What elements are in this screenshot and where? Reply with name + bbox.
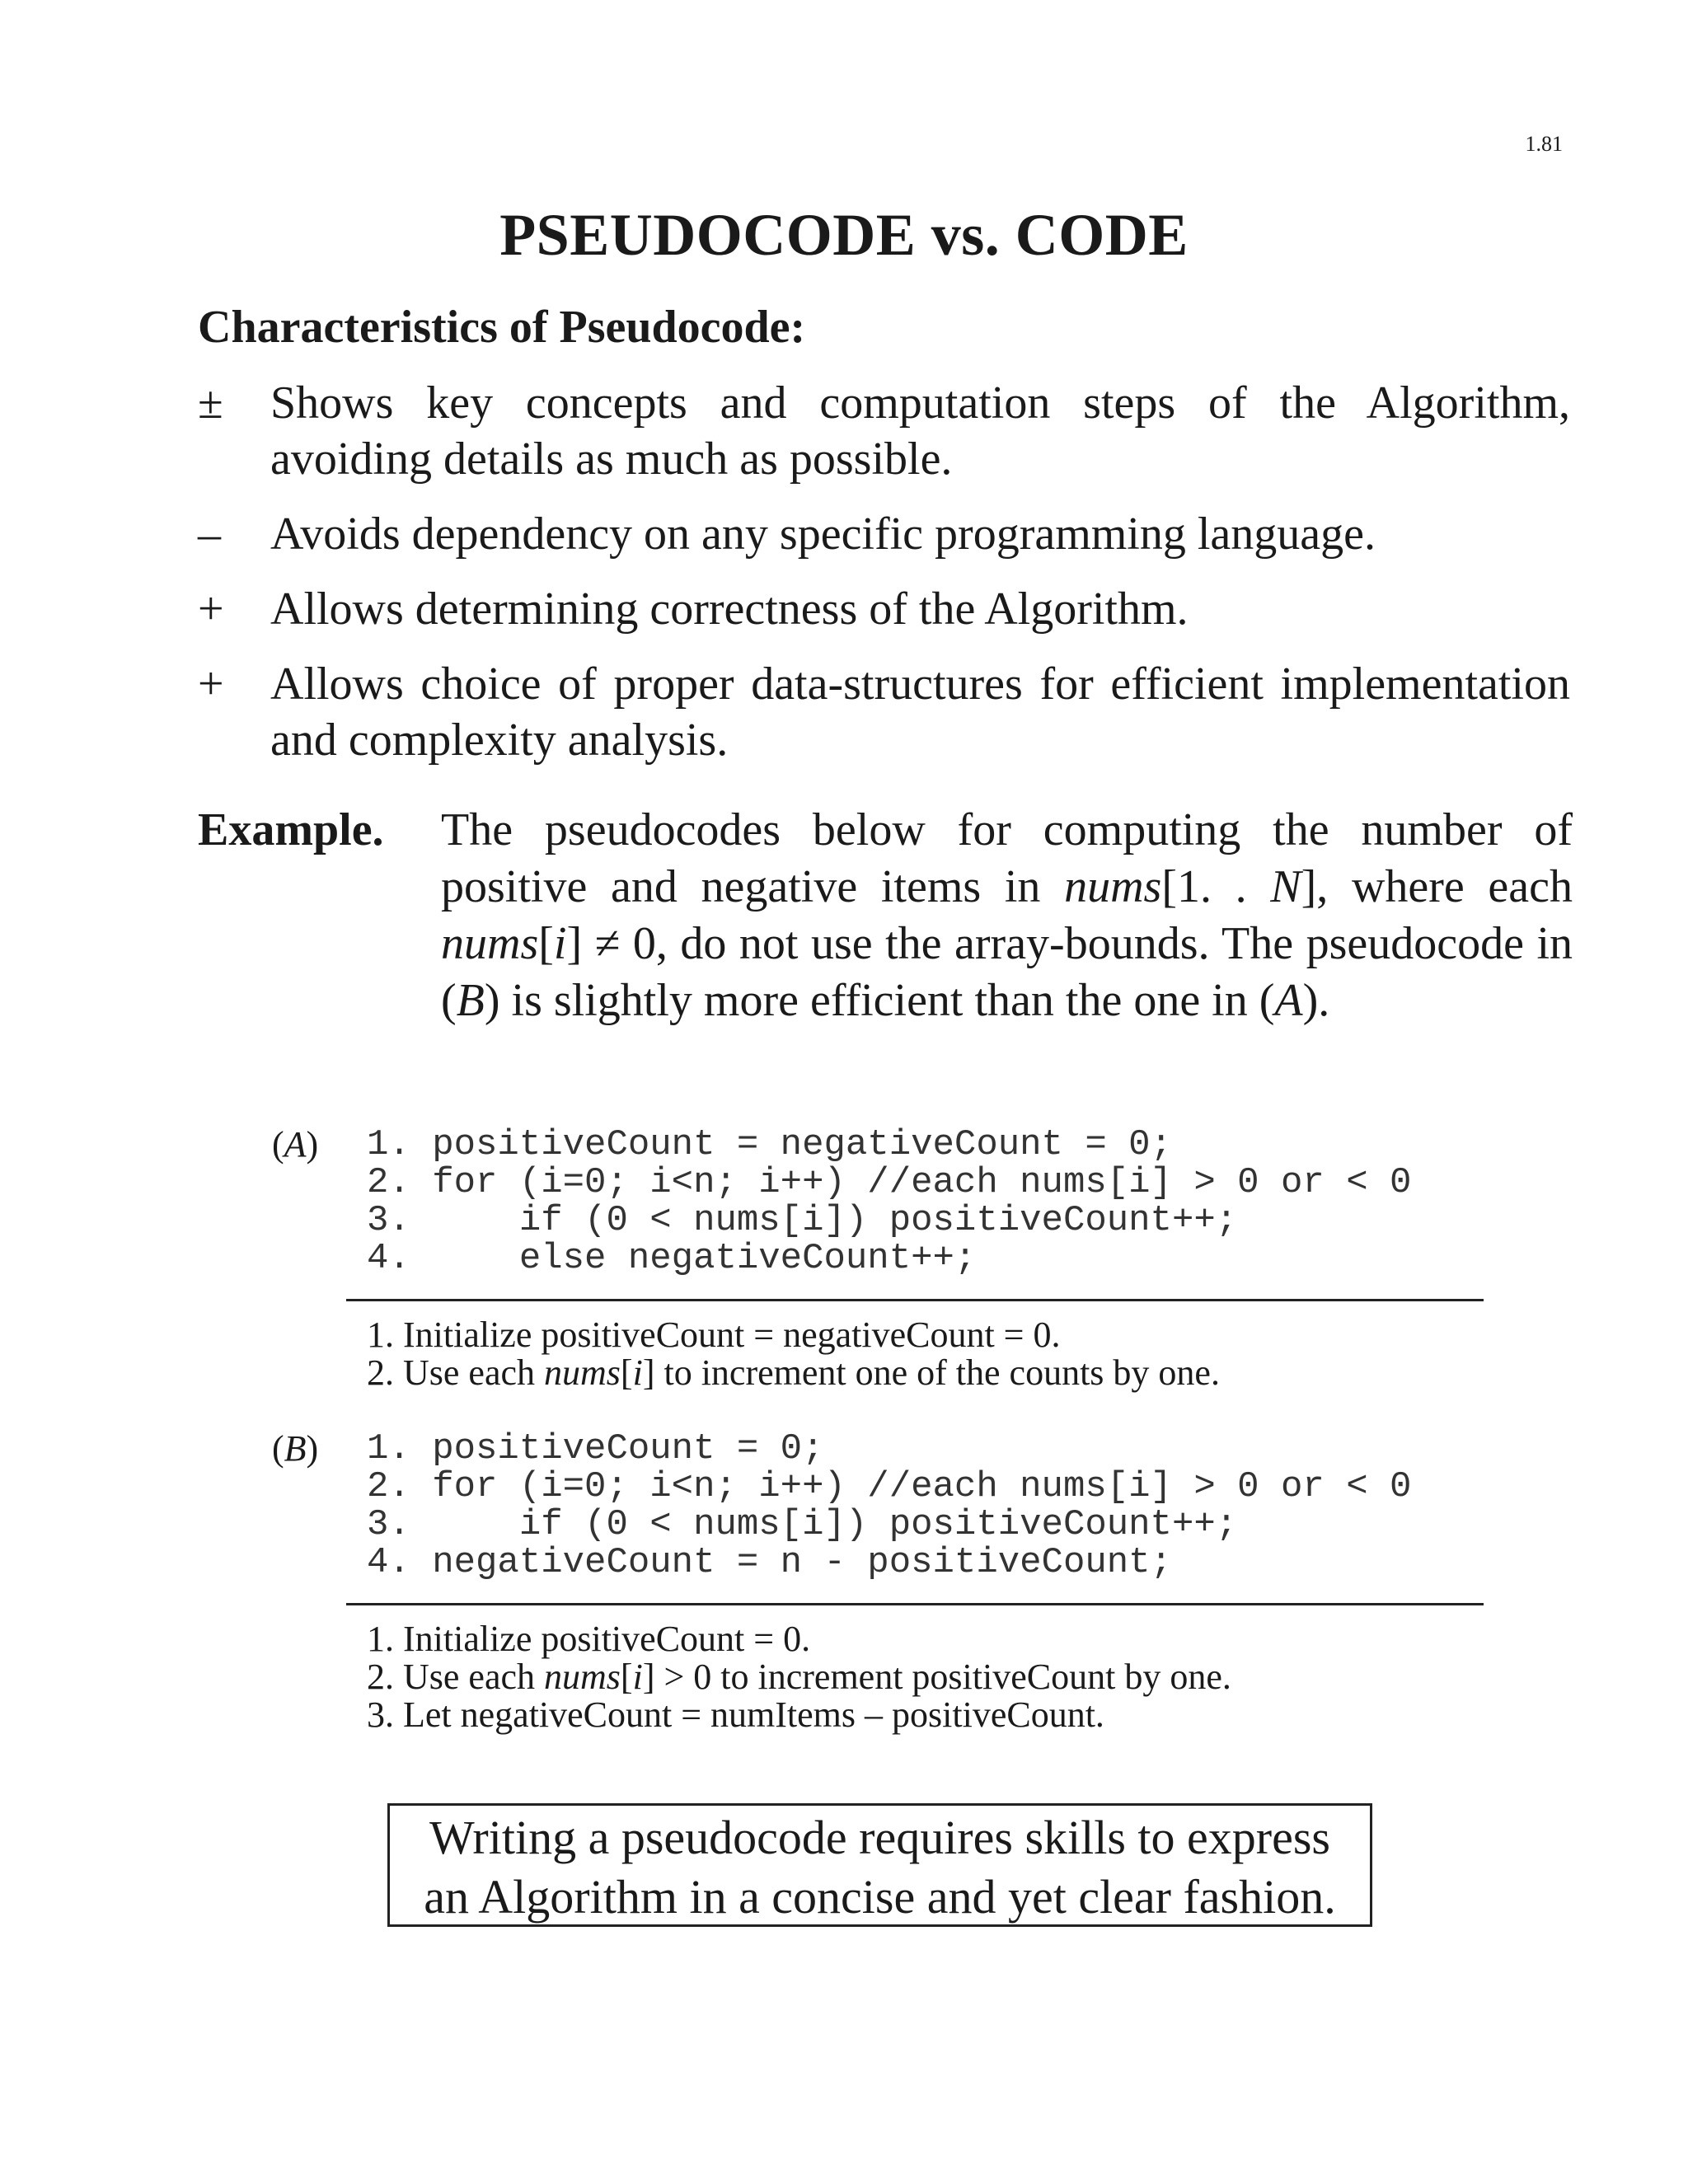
code-line: 3. if (0 < nums[i]) positiveCount++;: [367, 1200, 1238, 1241]
text-run-italic: nums: [544, 1657, 621, 1697]
step-line: [367, 1620, 1231, 1658]
pseudocode-steps-a: [367, 1316, 1220, 1392]
code-line: 4. else negativeCount++;: [367, 1238, 977, 1279]
text-run: 1. Initialize positiveCount = 0.: [367, 1619, 811, 1659]
step-line: [367, 1696, 1231, 1734]
text-run: ], where each: [1301, 861, 1573, 912]
code-line: 4. negativeCount = n - positiveCount;: [367, 1542, 1172, 1583]
code-line: 2. for (i=0; i<n; i++) //each nums[i] > 0 or < 0: [367, 1466, 1412, 1507]
bullet-text: Allows determining correctness of the Algorithm.: [270, 583, 1189, 635]
text-run: 2. Use each: [367, 1352, 545, 1393]
text-run-italic: B: [456, 975, 485, 1026]
text-run: [: [620, 1352, 633, 1393]
list-item: [198, 375, 1570, 487]
text-run-italic: nums: [441, 918, 539, 969]
bullet-symbol: +: [198, 658, 224, 710]
pseudocode-steps-b: [367, 1620, 1231, 1734]
text-run: ] to increment one of the counts by one.: [642, 1352, 1220, 1393]
label-letter: A: [284, 1124, 307, 1165]
code-listing: [367, 1126, 1411, 1277]
section-heading: Characteristics of Pseudocode:: [198, 302, 806, 353]
text-run-italic: nums: [1064, 861, 1162, 912]
divider-a: [346, 1299, 1484, 1301]
callout-line: Writing a pseudocode requires skills to express: [429, 1811, 1330, 1864]
text-run: ] ≠ 0, do not use the array-bounds. The pseudocode in (: [441, 918, 1573, 1026]
text-run: ).: [1302, 975, 1330, 1026]
label-letter: B: [284, 1428, 307, 1469]
text-run-italic: i: [553, 918, 567, 969]
text-run-italic: N: [1270, 861, 1301, 912]
bullet-symbol: ±: [198, 377, 223, 429]
text-run-italic: i: [632, 1657, 643, 1697]
bullet-text: Avoids dependency on any specific programming language.: [270, 509, 1376, 560]
label-paren: (: [272, 1428, 284, 1469]
label-paren: ): [306, 1124, 319, 1165]
text-run: [1. .: [1161, 861, 1271, 912]
label-paren: ): [306, 1428, 319, 1469]
text-run: ] > 0 to increment positiveCount by one.: [642, 1657, 1231, 1697]
code-line: 3. if (0 < nums[i]) positiveCount++;: [367, 1504, 1238, 1545]
text-run-italic: A: [1274, 975, 1303, 1026]
text-run-italic: nums: [544, 1352, 621, 1393]
divider-b: [346, 1603, 1484, 1605]
text-run: 3. Let negativeCount = numItems – positiveCount.: [367, 1694, 1104, 1735]
code-listing: [367, 1430, 1411, 1582]
code-label-b: [272, 1430, 318, 1468]
text-run: [: [538, 918, 554, 969]
text-run: The pseudocodes below for computing the number of positive and negative items in: [441, 804, 1573, 912]
page-number: 1.81: [1525, 132, 1563, 156]
list-item: [198, 506, 1570, 562]
bullet-symbol: +: [198, 583, 224, 635]
code-label-a: [272, 1126, 318, 1164]
text-run: 2. Use each: [367, 1657, 545, 1697]
step-line: [367, 1658, 1231, 1696]
page-title: PSEUDOCODE vs. CODE: [499, 202, 1189, 268]
text-run-italic: i: [632, 1352, 643, 1393]
example-text: [441, 802, 1573, 1029]
bullet-list: [198, 375, 1570, 787]
list-item: [198, 581, 1570, 637]
text-run: [: [620, 1657, 633, 1697]
step-line: [367, 1354, 1220, 1392]
text-run: ) is slightly more efficient than the one in (: [484, 975, 1275, 1026]
callout-box: [387, 1803, 1372, 1927]
code-line: 1. positiveCount = negativeCount = 0;: [367, 1124, 1172, 1165]
example-paragraph: [198, 802, 1573, 1029]
callout-line: an Algorithm in a concise and yet clear fashion.: [424, 1870, 1336, 1924]
code-line: 2. for (i=0; i<n; i++) //each nums[i] > 0 or < 0: [367, 1162, 1412, 1203]
bullet-text: Shows key concepts and computation steps of the Algorithm, avoiding details as much as possible.: [270, 377, 1570, 485]
bullet-text: Allows choice of proper data-structures for efficient implementation and complexity analysis.: [270, 658, 1570, 766]
step-line: [367, 1316, 1220, 1354]
code-line: 1. positiveCount = 0;: [367, 1428, 824, 1469]
text-run: 1. Initialize positiveCount = negativeCount = 0.: [367, 1315, 1061, 1355]
bullet-symbol: –: [198, 509, 221, 560]
example-label: Example.: [198, 804, 384, 855]
label-paren: (: [272, 1124, 284, 1165]
list-item: [198, 656, 1570, 768]
